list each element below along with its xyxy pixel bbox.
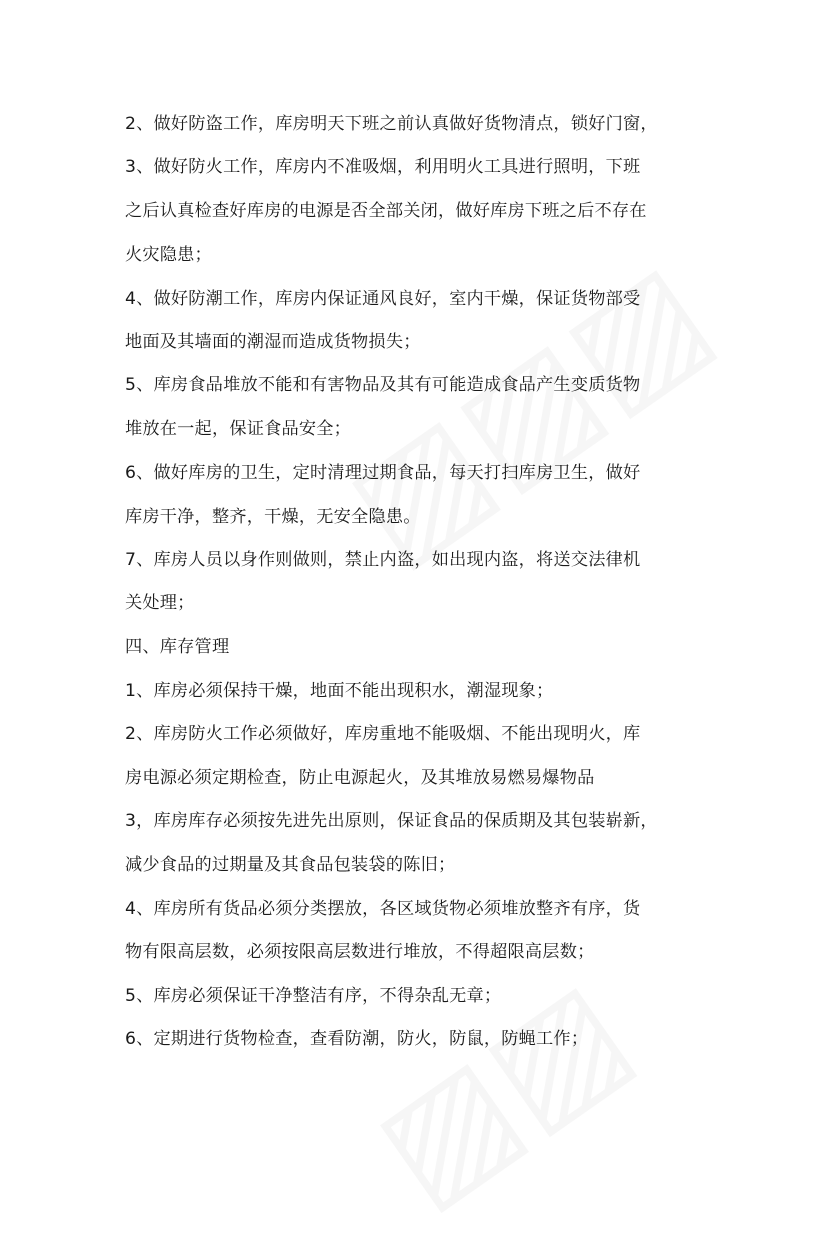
text-line: 6、定期进行货物检查，查看防潮，防火，防鼠，防蝇工作；: [125, 1029, 589, 1049]
text-line: 7、库房人员以身作则做则，禁止内盗，如出现内盗，将送交法律机: [125, 550, 641, 570]
text-line: 关处理；: [125, 593, 195, 613]
text-line: 4、库房所有货品必须分类摆放，各区域货物必须堆放整齐有序，货: [125, 899, 641, 919]
text-line: 减少食品的过期量及其食品包装袋的陈旧；: [125, 855, 456, 875]
text-line: 3，库房库存必须按先进先出原则，保证食品的保质期及其包装崭新，: [125, 811, 658, 831]
text-line: 堆放在一起，保证食品安全；: [125, 419, 352, 439]
text-line: 1、库房必须保持干燥，地面不能出现积水，潮湿现象；: [125, 681, 554, 701]
text-line: 2、库房防火工作必须做好，库房重地不能吸烟、不能出现明火，库: [125, 724, 641, 744]
text-line: 之后认真检查好库房的电源是否全部关闭，做好库房下班之后不存在: [125, 201, 647, 221]
text-line: 房电源必须定期检查，防止电源起火，及其堆放易燃易爆物品: [125, 768, 595, 788]
text-line: 库房干净，整齐，干燥，无安全隐患。: [125, 507, 421, 527]
section-heading: 四、库存管理: [125, 637, 230, 657]
watermark: [319, 231, 738, 592]
text-line: 2、做好防盗工作，库房明天下班之前认真做好货物清点，锁好门窗，: [125, 114, 658, 134]
text-line: 地面及其墙面的潮湿而造成货物损失；: [125, 332, 421, 352]
text-line: 5、库房必须保证干净整洁有序，不得杂乱无章；: [125, 986, 502, 1006]
text-line: 4、做好防潮工作，库房内保证通风良好，室内干燥，保证货物部受: [125, 289, 641, 309]
text-line: 3、做好防火工作，库房内不准吸烟，利用明火工具进行照明，下班: [125, 157, 641, 177]
text-line: 5、库房食品堆放不能和有害物品及其有可能造成食品产生变质货物: [125, 375, 641, 395]
text-line: 物有限高层数，必须按限高层数进行堆放，不得超限高层数；: [125, 942, 595, 962]
text-line: 火灾隐患；: [125, 245, 212, 265]
text-line: 6、做好库房的卫生，定时清理过期食品，每天打扫库房卫生，做好: [125, 463, 641, 483]
